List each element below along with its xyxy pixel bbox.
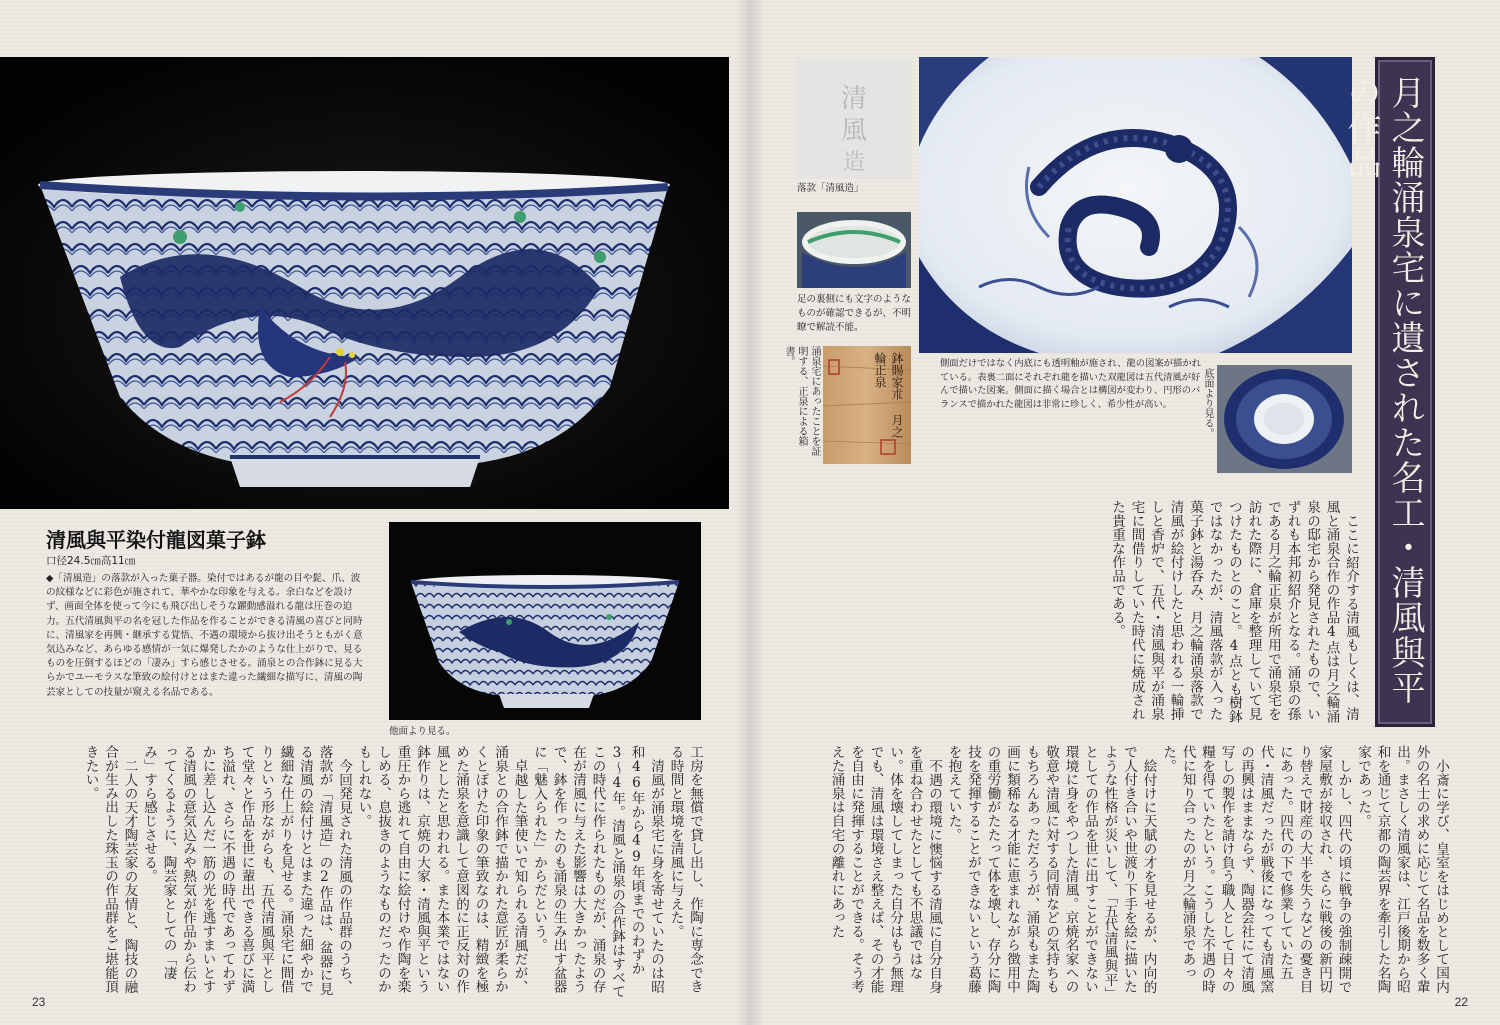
signature-mark-image (797, 57, 911, 179)
right-lower-para-3: 絵付けに天賦の才を見せるが、内向的で人付き合いや世渡り下手を絵に描いたような性格が災いして、「五代清風與平」としての作品を世に出すことができない環境に身をやつした清風。京焼名家への敬意や清風に対する同情などの気持ちももちろんあっただろうが、涌泉もまた陶画に類稀なる才能に恵まれながら徴用中の重労働がたたって体を壊し、存分に陶技を発揮することができないという葛藤を抱えていた。 (945, 745, 1157, 994)
page-number-left: 23 (32, 995, 46, 1009)
item-dimensions: 口径24.5㎝高11㎝ (46, 555, 136, 567)
left-body-para-3: 卓越した筆使いで知られる清風だが、涌泉との合作鉢で描かれた意匠が柔らかくとぼけた印象の筆致なのは、精緻を極めた涌泉を意識して意図的に正反対の作風としたと思われる。また本業ではない鉢作りは、京焼の大家・清風與平という重圧から逃れて自由に絵付けや作陶を楽しめる、息抜きのようなものだったのかもしれない。 (355, 745, 528, 994)
left-body-para-2: 清風が涌泉宅に身を寄せていたのは昭和46年から49年頃までのわずか3〜4年。清風と涌泉の合作鉢はすべてこの時代に作られたものだが、涌泉の存在が清風に与えた影響は大きかったようで、鉢を作ったのも涌泉の生み出す盆器に「魅入られた」からだという。 (531, 745, 664, 999)
bottom-view-photo (1217, 365, 1352, 473)
foot-caption: 足の裏側にも文字のようなものが確認できるが、不明瞭で解読不能。 (797, 294, 912, 333)
right-lower-para-1: 小斎に学び、皇室をはじめとして国内外の名士の求めに応じて名品を数多く輩出。まさしく清風家は、江戸後期から昭和を通じて京都の陶芸界を牽引した名陶家であった。 (1355, 745, 1449, 994)
svg-text:造: 造 (842, 150, 866, 175)
svg-text:清: 清 (840, 84, 868, 114)
side-view-photo (389, 522, 701, 720)
signature-caption: 落款「清風造」 (797, 183, 864, 194)
bottom-view-caption: 底面より見る。 (1202, 368, 1213, 438)
headline-panel (1341, 57, 1435, 727)
main-bowl-photo (0, 57, 729, 509)
bowl-interior-dragon-image (919, 57, 1352, 353)
spine-gutter (735, 0, 765, 1025)
signature-photo (797, 57, 911, 179)
svg-text:風: 風 (840, 116, 868, 146)
box-caption: 涌泉宅にあったことを証明する、正泉による箱書。 (783, 346, 820, 456)
right-lower-para-2: しかし、四代の頃に戦争の強制疎開で家屋敷が接収され、さらに戦後の新円切り替えで財産の大半を失うなどの憂き目にあった。四代の下で修業していた五代・清風だったが戦後になっても清風窯の再興はままならず、陶器会社にて清風写しの製作を請け負う職人として日々の糧を得ていたという。こうした不遇の時代に知り合ったのが月之輪涌泉であった。 (1160, 745, 1352, 994)
left-body-text (44, 745, 704, 1000)
blue-white-dragon-bowl-image (0, 57, 729, 509)
item-description: ◆「清風造」の落款が入った菓子器。染付ではあるが龍の目や髭、爪、波の紋様などに彩色が施されて、華やかな印象を与える。余白などを設けず、画面全体を使って今にも飛び出しそうな躍動感溢れる龍は圧巻の迫力。五代清風與平の名を冠した作品を作ることができる清風の喜びと同時に、清風家を再興・継承する覚悟、不遇の環境から抜け出そうともがく意気込みなど、あらゆる感情が一気に爆発したかのような仕上がりで、見るものを圧倒するほどの「凄み」すら感じさせる。涌泉との合作鉢に見る大らかでユーモラスな筆致の絵付けとはまた違った繊細な描写に、清風の陶芸家としての技量が窺える名品である。 (46, 573, 363, 698)
side-view-caption: 他面より見る。 (389, 726, 456, 737)
interior-photo (919, 57, 1352, 353)
right-upper-para-1: ここに紹介する清風もしくは、清風と涌泉合作の作品4点は月之輪涌泉の邸宅から発見されたもので、いずれも本邦初紹介となる。涌泉の孫である月之輪正泉が所用で涌泉宅を訪れた際に、倉庫を整理していて見つけたものとのこと。4点とも樹鉢ではなかったが、清風落款が入った菓子鉢と湯呑み、月之輪涌泉落款で清風が絵付けしたと思われる一輪挿しと香炉で、五代・清風與平が涌泉宅に間借りしていた時代に焼成された貴重な作品である。 (1109, 500, 1359, 724)
right-body-upper (780, 500, 1360, 730)
left-body-para-4: 今回発見された清風の作品群のうち、落款が「清風造」の2作品は、盆器に見る清風の絵付けとはまた違った細やかで繊細な仕上がりを見せる。涌泉宅に間借りという形ながらも、五代清風與平として堂々と作品を世に輩出できる喜びに満ち溢れ、さらに不遇の時代であってわずかに差し込んだ一筋の光を逃すまいとする清風の意気込みや熱気が作品から伝わってくるように、陶芸家としての「凄み」すら感じさせる。 (141, 745, 352, 996)
box-lid-inscription: 鉢賜家朮 月之輪正泉 (873, 352, 904, 438)
right-page (750, 0, 1500, 1025)
foot-photo (797, 212, 911, 288)
left-body-para-5: 二人の天才陶芸家の友情と、陶技の融合が生み出した珠玉の作品群をご堪能頂きたい。 (82, 745, 138, 994)
right-lower-para-4: 不遇の環境に懊悩する清風に自分自身を重ね合わせたとしても不思議ではない。体を壊してしまった自分はもう無理でも、清風は環境さえ整えば、その才能を自由に発揮することができる。そう考えた涌泉は自宅の離れにあった (828, 745, 942, 994)
page-number-right: 22 (1454, 995, 1468, 1009)
interior-caption: 側面だけではなく内底にも透明釉が施され、龍の図案が描かれている。表裏二面にそれぞれ龍を描いた双龍図は五代清風が好んで描いた図案。側面に描く場合とは構図が変わり、円形のバランスで描かれた龍図は非常に珍しく、希少性が高い。 (940, 358, 1201, 410)
bowl-bottom-image (1217, 365, 1352, 473)
foot-rim-image (797, 212, 911, 288)
item-title: 清風與平染付龍図菓子鉢 (46, 528, 266, 552)
bowl-other-side-image (389, 522, 701, 720)
left-body-para-1: 工房を無償で貸し出し、作陶に専念できる時間と環境を清風に与えた。 (667, 745, 703, 994)
box-photo (823, 346, 911, 464)
headline: 月之輪涌泉宅に遺された名工・清風與平の作品 (1341, 75, 1425, 705)
right-body-lower (780, 745, 1450, 1000)
